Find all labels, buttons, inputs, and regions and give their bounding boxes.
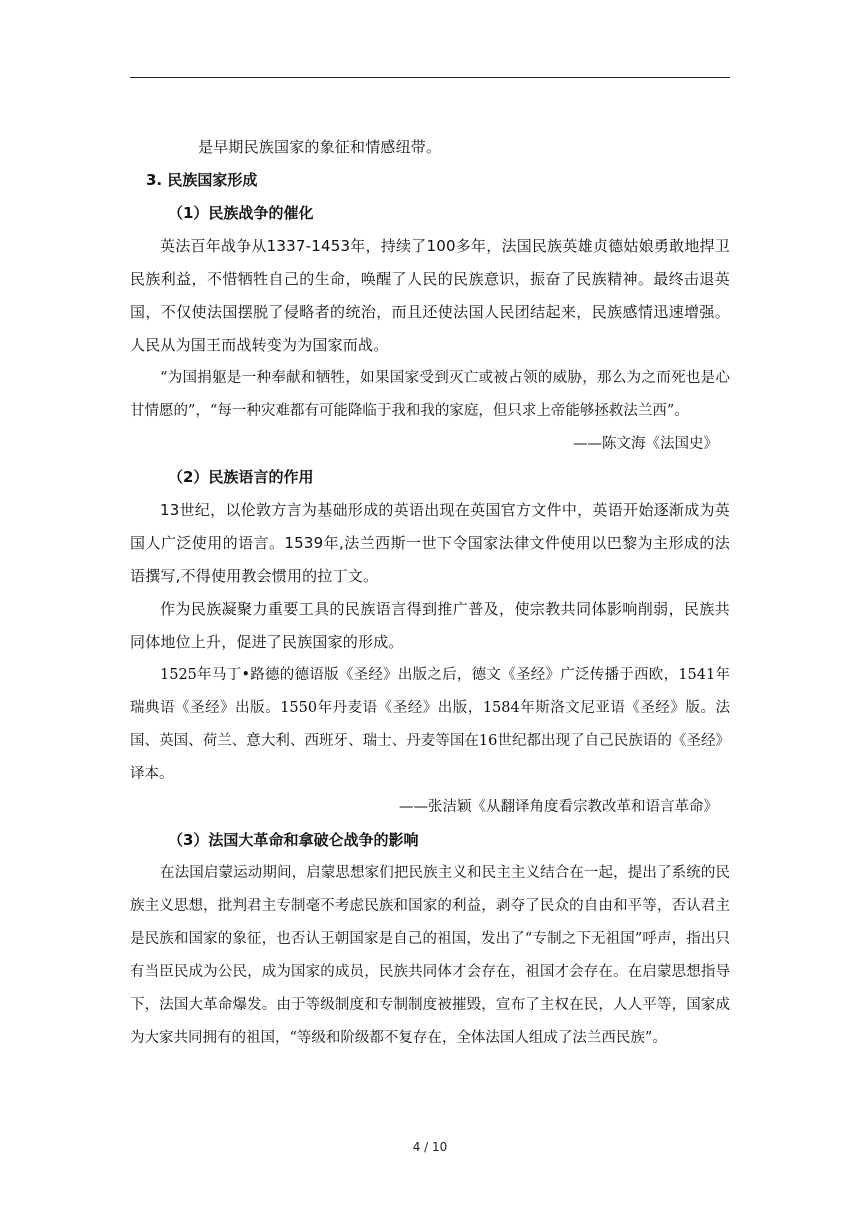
subsection-2-paragraph-1: 13世纪，以伦敦方言为基础形成的英语出现在英国官方文件中，英语开始逐渐成为英国人广泛使用的语言。1539年,法兰西斯一世下令国家法律文件使用以巴黎为主形成的法语撰写,不得使用教会惯用的拉丁文。 xyxy=(130,501,730,585)
subsection-heading-2: （2）民族语言的作用 xyxy=(168,468,314,486)
subsection-2-quote-source: ——张洁颖《从翻译角度看宗教改革和语言革命》 xyxy=(399,799,718,815)
subsection-heading-3: （3）法国大革命和拿破仑战争的影响 xyxy=(168,831,419,849)
subsection-1-quote-source: ——陈文海《法国史》 xyxy=(573,436,718,452)
section-heading: 3. 民族国家形成 xyxy=(146,171,258,189)
page-number: 4 / 10 xyxy=(412,1140,448,1154)
subsection-2-paragraph-2: 作为民族凝聚力重要工具的民族语言得到推广普及，使宗教共同体影响削弱，民族共同体地位上升，促进了民族国家的形成。 xyxy=(130,600,730,651)
subsection-1-paragraph: 英法百年战争从1337-1453年，持续了100多年，法国民族英雄贞德姑娘勇敢地捍卫民族利益，不惜牺牲自己的生命，唤醒了人民的民族意识，振奋了民族精神。最终击退英国，不仅使法国摆脱了侵略者的统治，而且还使法国人民团结起来，民族感情迅速增强。人民从为国王而战转变为为国家而战。 xyxy=(130,237,730,354)
subsection-3-paragraph: 在法国启蒙运动期间，启蒙思想家们把民族主义和民主主义结合在一起，提出了系统的民族主义思想，批判君主专制毫不考虑民族和国家的利益，剥夺了民众的自由和平等，否认君主是民族和国家的象征，也否认王朝国家是自己的祖国，发出了“专制之下无祖国”呼声，指出只有当臣民成为公民，成为国家的成员，民族共同体才会存在，祖国才会存在。在启蒙思想指导下，法国大革命爆发。由于等级制度和专制制度被摧毁，宣布了主权在民，人人平等，国家成为大家共同拥有的祖国，“等级和阶级都不复存在，全体法国人组成了法兰西民族”。 xyxy=(130,865,730,1046)
continuation-paragraph: 是早期民族国家的象征和情感纽带。 xyxy=(198,138,442,156)
subsection-heading-1: （1）民族战争的催化 xyxy=(168,204,314,222)
subsection-1-quote: “为国捐躯是一种奉献和牺牲，如果国家受到灭亡或被占领的威胁，那么为之而死也是心甘情愿的”，“每一种灾难都有可能降临于我和我的家庭，但只求上帝能够拯救法兰西”。 xyxy=(130,370,730,419)
subsection-2-quote: 1525年马丁•路德的德语版《圣经》出版之后，德文《圣经》广泛传播于西欧，1541年瑞典语《圣经》出版。1550年丹麦语《圣经》出版，1584年斯洛文尼亚语《圣经》版。法国、英国、荷兰、意大利、西班牙、瑞士、丹麦等国在16世纪都出现了自己民族语的《圣经》译本。 xyxy=(130,667,730,782)
header-rule xyxy=(130,77,730,78)
page-content xyxy=(130,131,730,1055)
